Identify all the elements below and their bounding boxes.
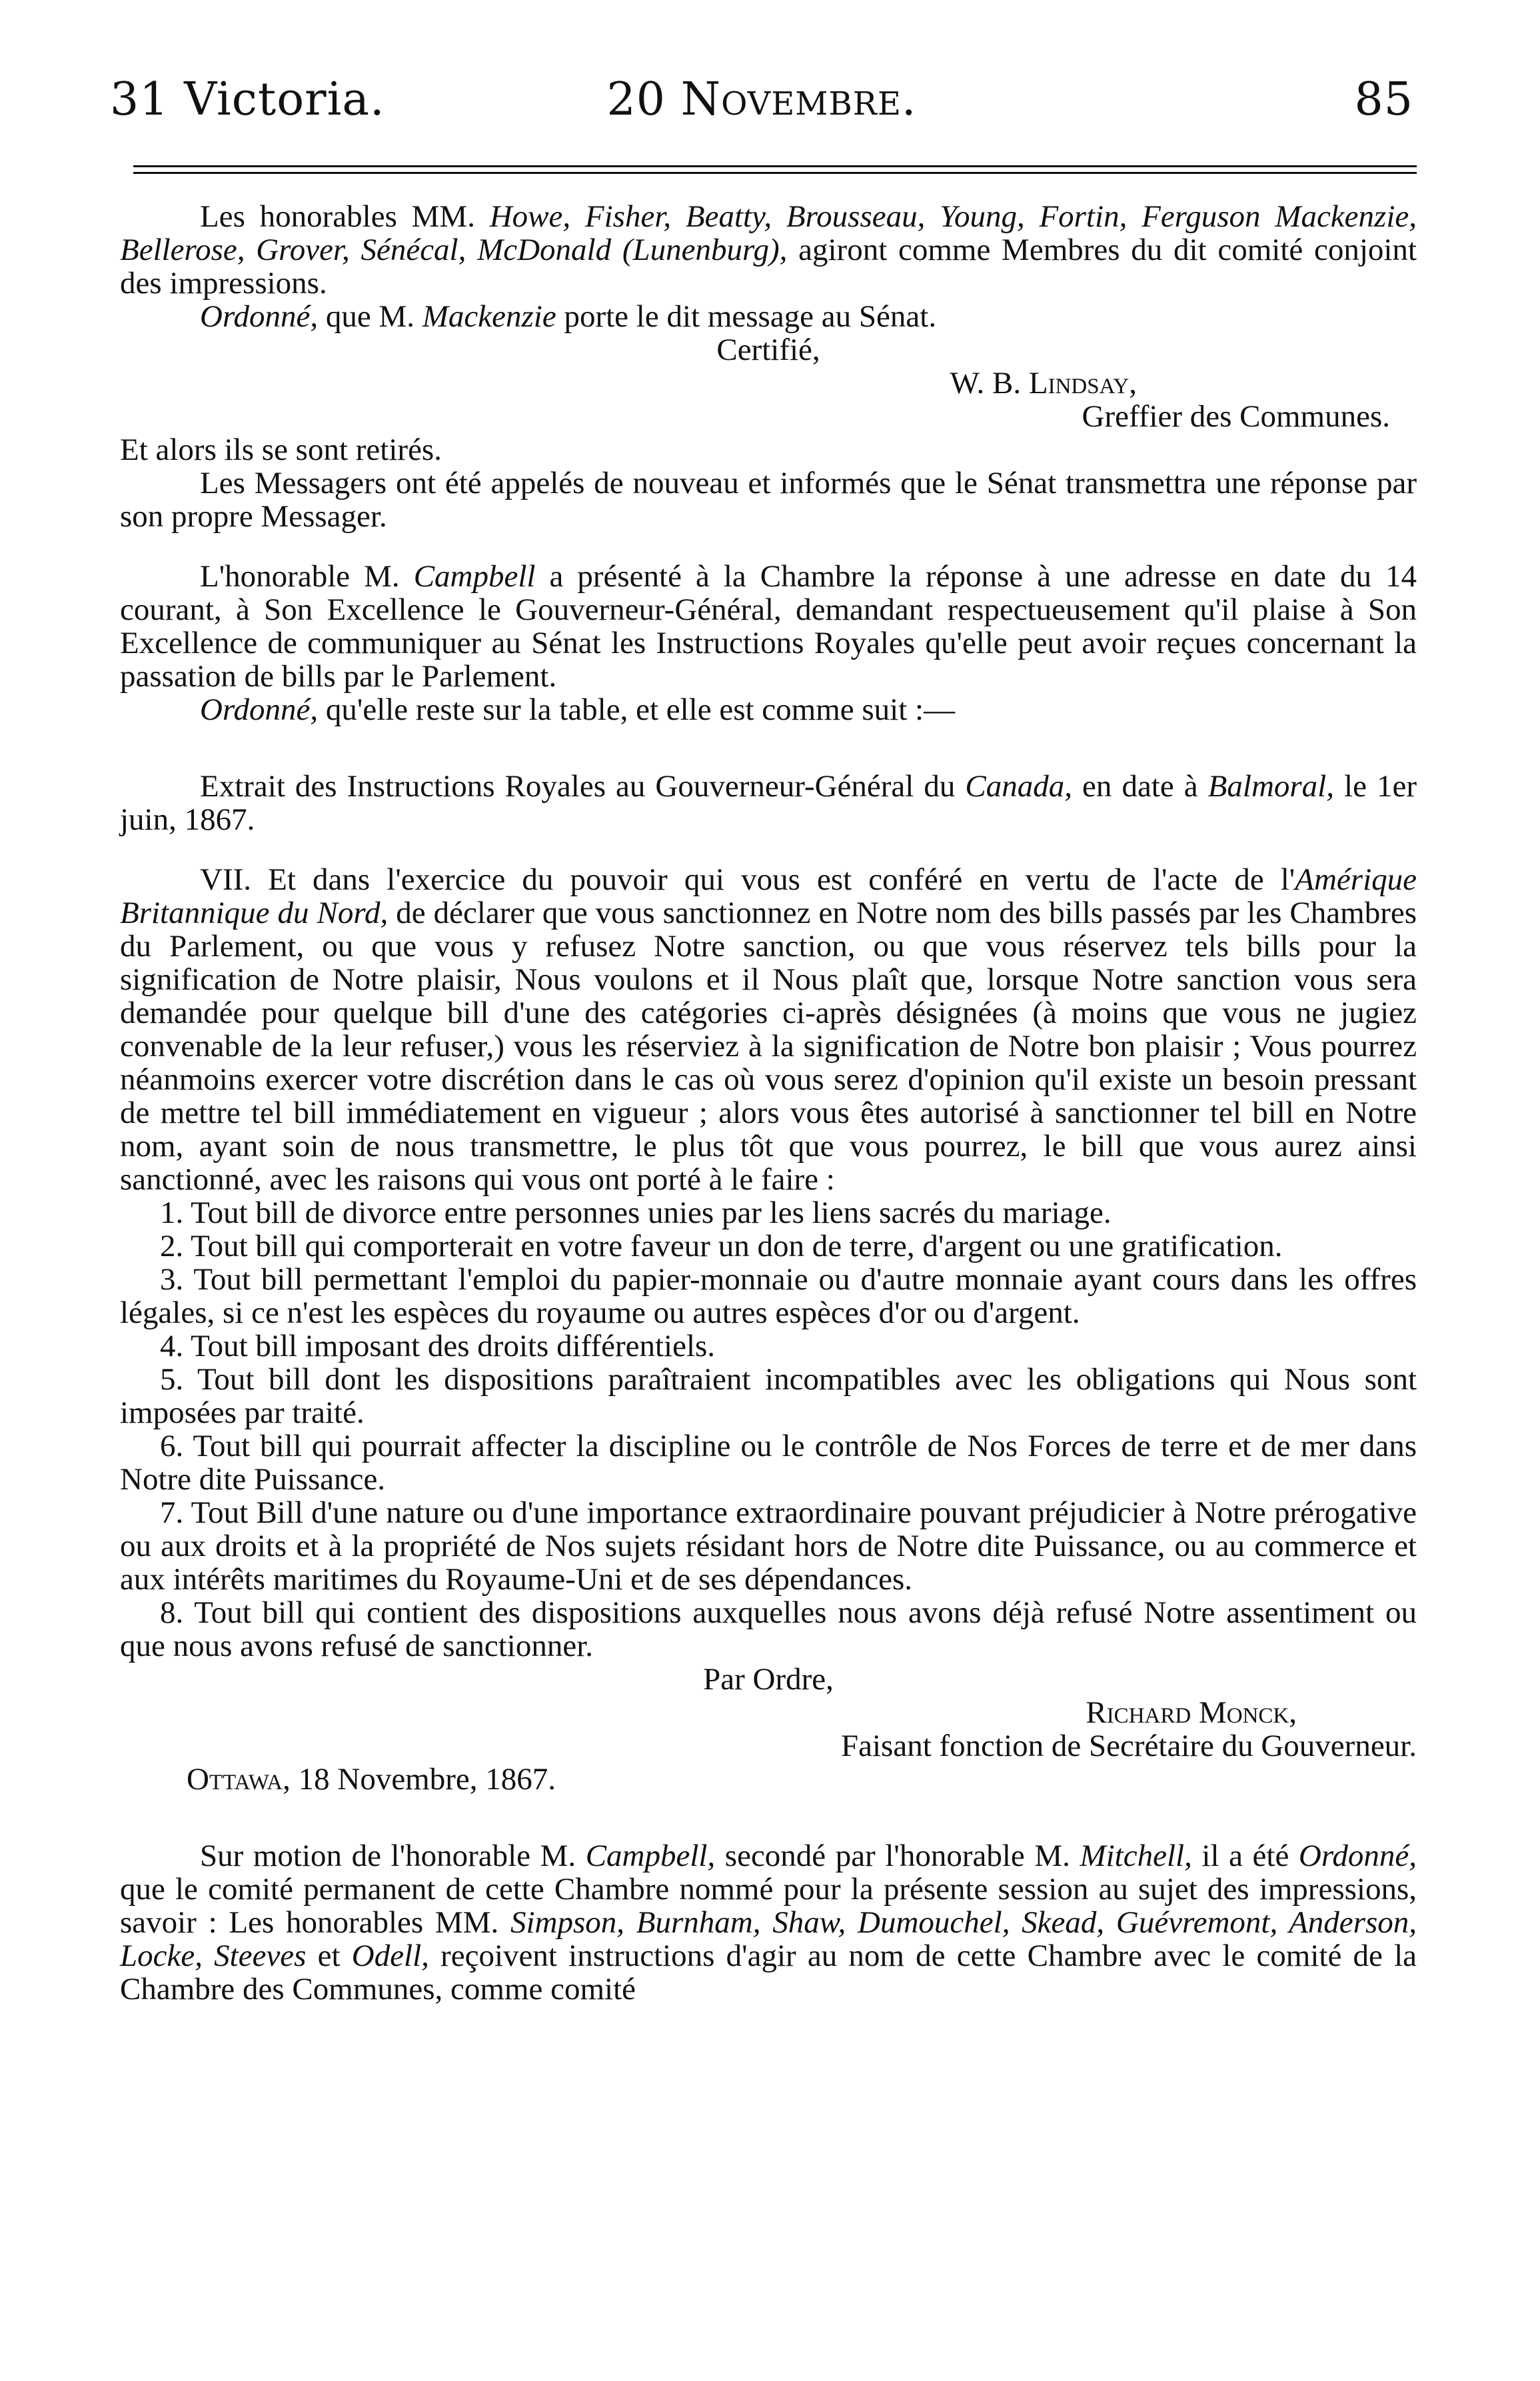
paragraph-extract-title: Extrait des Instructions Royales au Gouverneur-Général du Canada, en date à Balmoral, le 1er juin, 1867.: [120, 769, 1417, 837]
list-item: 8. Tout bill qui contient des dispositions auxquelles nous avons déjà refusé Notre assentiment ou que nous avons refusé de sanctionner.: [120, 1595, 1417, 1663]
list-item: 6. Tout bill qui pourrait affecter la discipline ou le contrôle de Nos Forces de terre et de mer dans Notre dite Puissance.: [120, 1429, 1417, 1497]
page-body: [120, 200, 1417, 2006]
header-rule-bottom: [133, 172, 1417, 174]
list-item: 3. Tout bill permettant l'emploi du papier-monnaie ou d'autre monnaie ayant cours dans les offres légales, si ce n'est les espèces du royaume ou autres espèces d'or ou d'argent.: [120, 1262, 1417, 1330]
paragraph-order-table: Ordonné, qu'elle reste sur la table, et elle est comme suit :—: [200, 692, 956, 727]
signature-title-2: Faisant fonction de Secrétaire du Gouverneur.: [841, 1729, 1417, 1763]
paragraph-committee-members: Les honorables MM. Howe, Fisher, Beatty, Brousseau, Young, Fortin, Ferguson Mackenzie, Bellerose, Grover, Sénécal, McDonald (Lunenburg), agiront comme Membres du dit comité conjoint des impressions.: [120, 199, 1417, 301]
by-order-line: Par Ordre,: [703, 1662, 834, 1697]
running-header: [110, 73, 1413, 140]
categories-list: [120, 1196, 1417, 1663]
list-item: 2. Tout bill qui comporterait en votre faveur un don de terre, d'argent ou une gratification.: [160, 1229, 1283, 1263]
list-item: 7. Tout Bill d'une nature ou d'une importance extraordinaire pouvant préjudicier à Notre prérogative ou aux droits et à la propriété de Nos sujets résidant hors de Notre dite Puissance, ou au commerce et aux intérêts maritimes du Royaume-Uni et de ses dépendances.: [120, 1495, 1417, 1597]
header-rule-top: [133, 165, 1417, 167]
signature-title-1: Greffier des Communes.: [1082, 399, 1390, 434]
signature-name-1: W. B. Lindsay,: [950, 366, 1137, 400]
paragraph-messengers: Les Messagers ont été appelés de nouveau et informés que le Sénat transmettra une réponse par son propre Messager.: [120, 466, 1417, 534]
dateline: Ottawa, 18 Novembre, 1867.: [187, 1762, 556, 1797]
paragraph-motion: Sur motion de l'honorable M. Campbell, secondé par l'honorable M. Mitchell, il a été Ordonné, que le comité permanent de cette Chambre nommé pour la présente session au sujet des impressions, savoir : Les honorables MM. Simpson, Burnham, Shaw, Dumouchel, Skead, Guévremont, Anderson, Locke, Steeves et Odell, reçoivent instructions d'agir au nom de cette Chambre avec le comité de la Chambre des Communes, comme comité: [120, 1839, 1417, 2006]
header-date: 20 Novembre.: [606, 73, 917, 126]
list-item: 5. Tout bill dont les dispositions paraîtraient incompatibles avec les obligations qui Nous sont imposées par traité.: [120, 1362, 1417, 1430]
header-regnal-year: 31 Victoria.: [110, 73, 385, 126]
list-item: 1. Tout bill de divorce entre personnes unies par les liens sacrés du mariage.: [160, 1195, 1112, 1230]
paragraph-withdrawn: Et alors ils se sont retirés.: [120, 432, 442, 467]
list-item: 4. Tout bill imposant des droits différentiels.: [160, 1329, 716, 1363]
signature-name-2: Richard Monck,: [1086, 1695, 1297, 1730]
paragraph-order-message: Ordonné, que M. Mackenzie porte le dit message au Sénat.: [200, 299, 937, 334]
certified-line: Certifié,: [716, 333, 820, 367]
page-number: 85: [1354, 73, 1413, 126]
paragraph-section-vii: VII. Et dans l'exercice du pouvoir qui vous est conféré en vertu de l'acte de l'Amérique Britannique du Nord, de déclarer que vous sanctionnez en Notre nom des bills passés par les Chambres du Parlement, ou que vous y refusez Notre sanction, ou que vous réservez tels bills pour la signification de Notre plaisir, Nous voulons et il Nous plaît que, lorsque Notre sanction vous sera demandée pour quelque bill d'une des catégories ci-après désignées (à moins que vous ne jugiez convenable de la leur refuser,) vous les réserviez à la signification de Notre bon plaisir ; Vous pourrez néanmoins exercer votre discrétion dans le cas où vous serez d'opinion qu'il existe un besoin pressant de mettre tel bill immédiatement en vigueur ; alors vous êtes autorisé à sanctionner tel bill en Notre nom, ayant soin de nous transmettre, le plus tôt que vous pourrez, le bill que vous aurez ainsi sanctionné, avec les raisons qui vous ont porté à le faire :: [120, 862, 1417, 1197]
paragraph-campbell-presented: L'honorable M. Campbell a présenté à la Chambre la réponse à une adresse en date du 14 courant, à Son Excellence le Gouverneur-Général, demandant respectueusement qu'il plaise à Son Excellence de communiquer au Sénat les Instructions Royales qu'elle peut avoir reçues concernant la passation de bills par le Parlement.: [120, 559, 1417, 694]
